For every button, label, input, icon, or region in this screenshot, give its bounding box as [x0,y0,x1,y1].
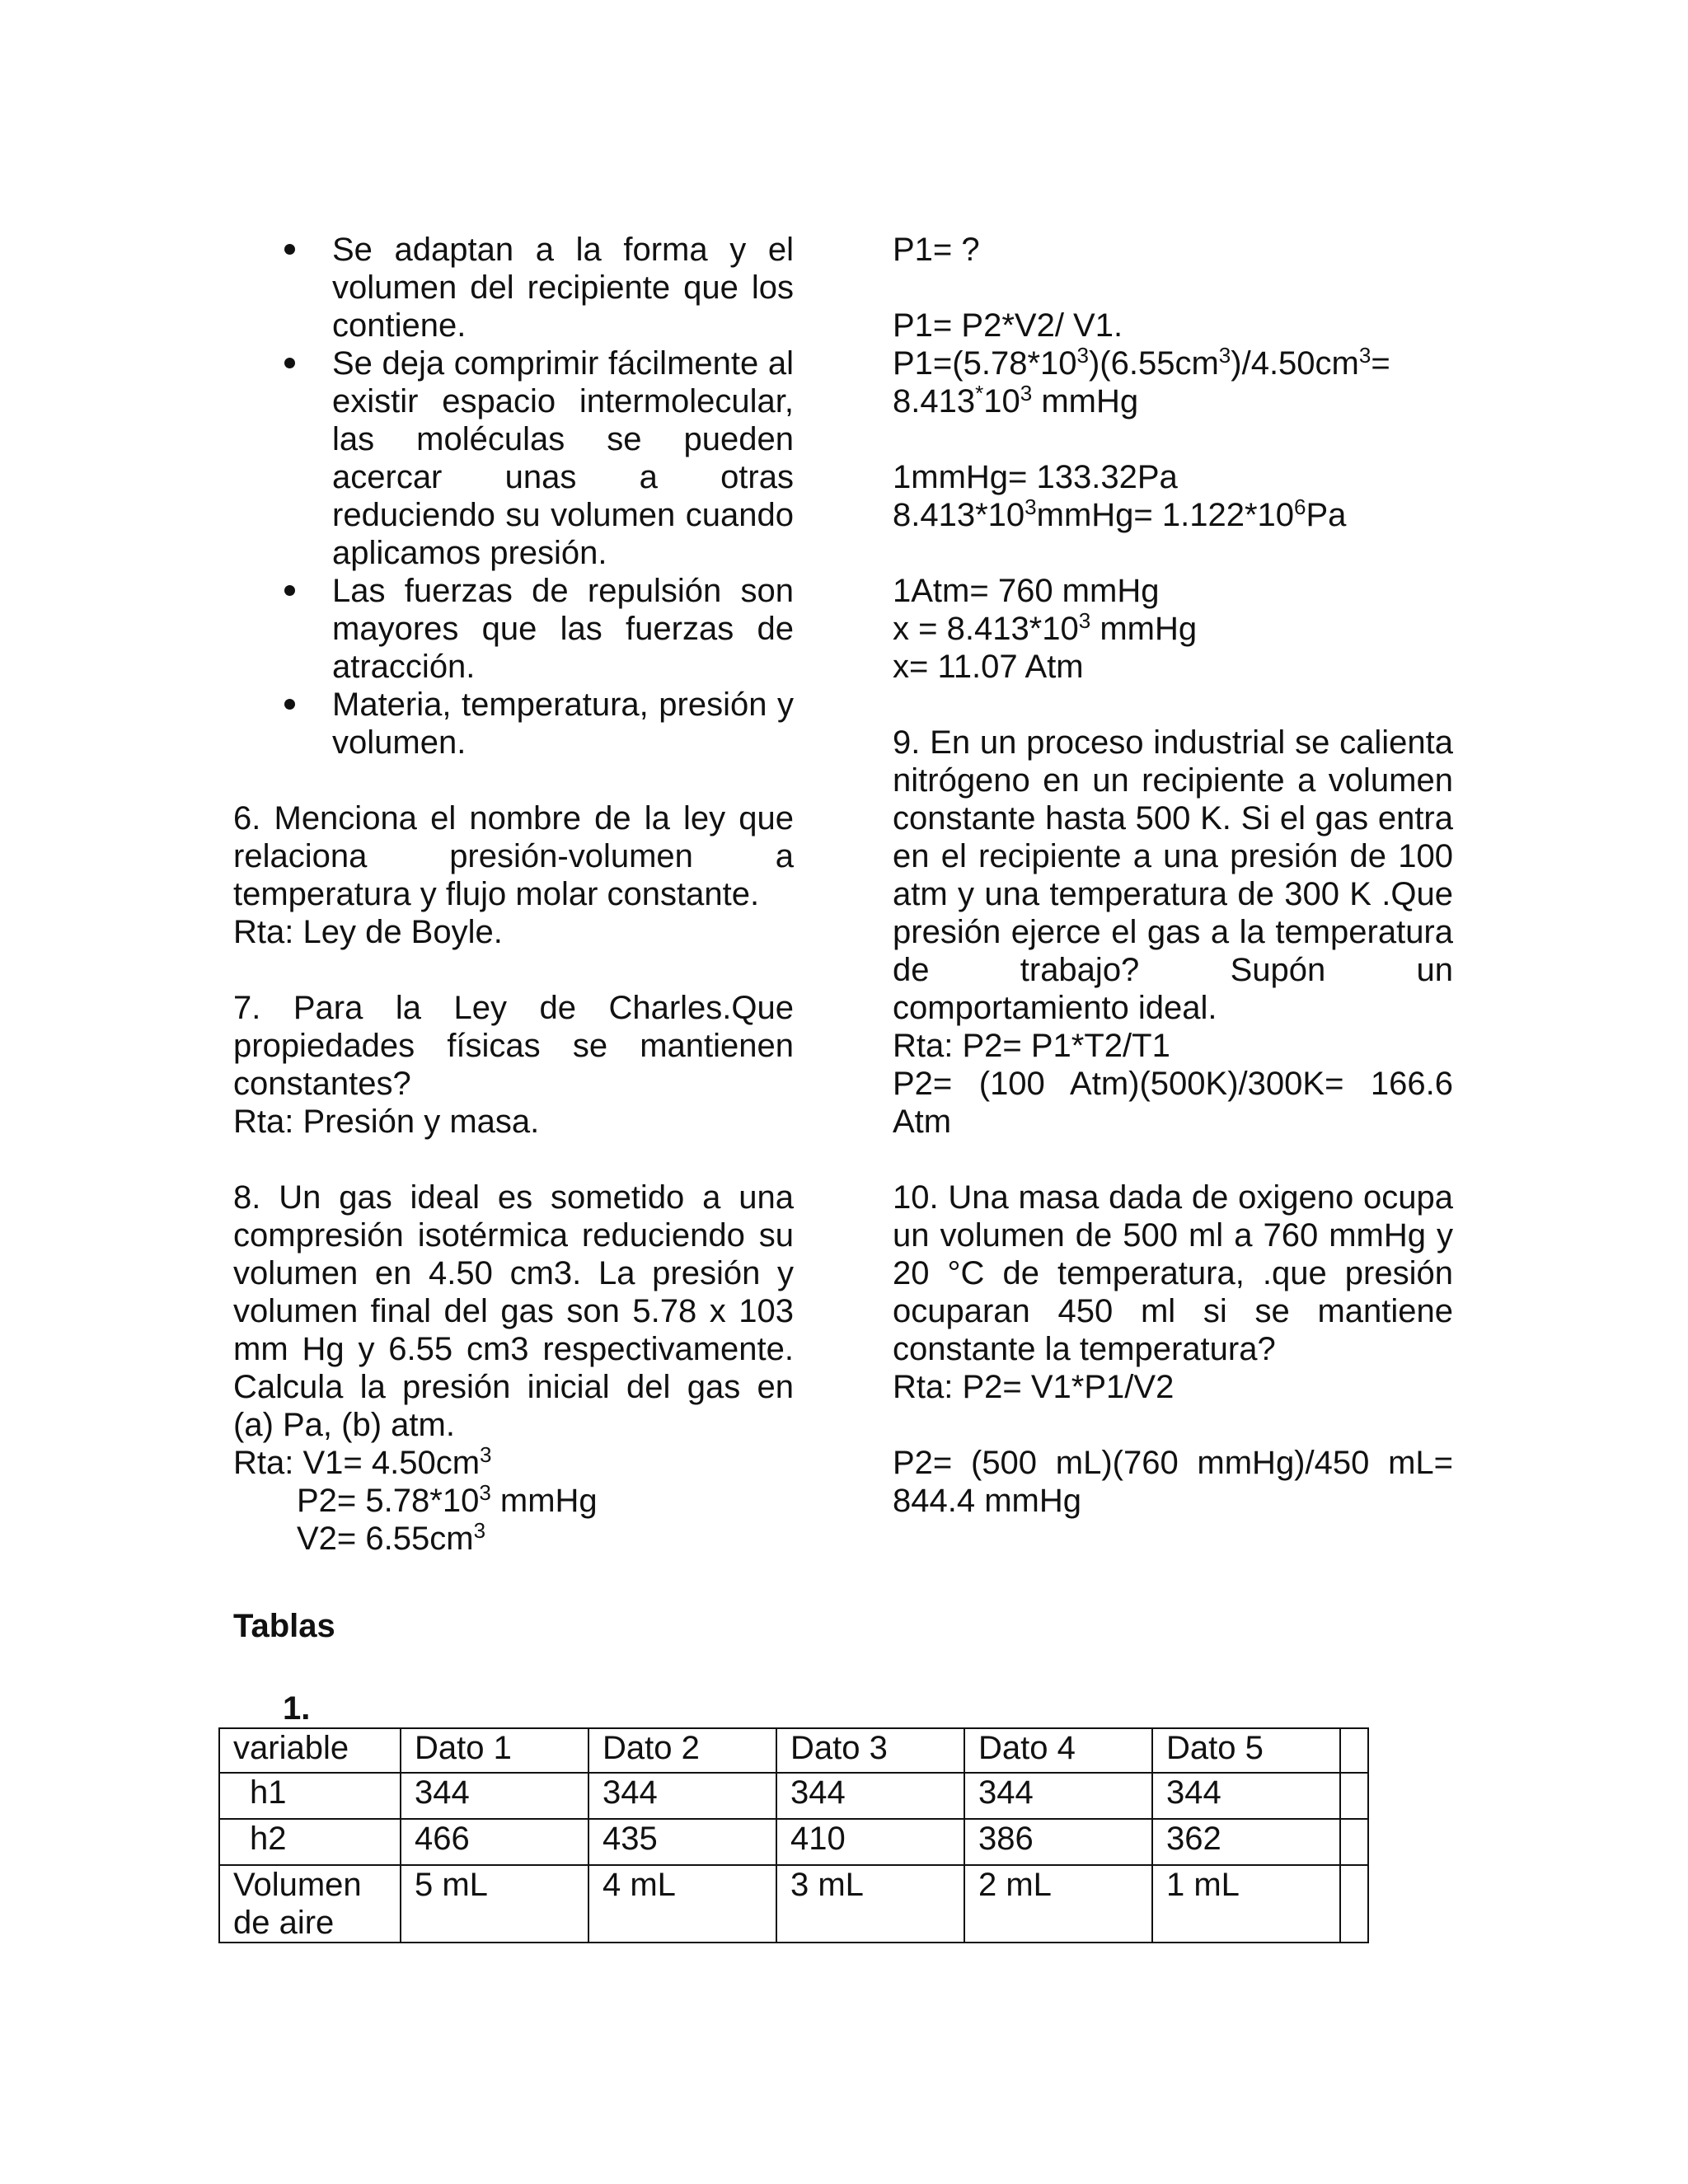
list-item: Se deja comprimir fácilmente al existir espacio intermolecular, las moléculas se pueden acercar unas a otras reduciendo su volumen cuando aplicamos presión. [233,344,794,572]
answer-7: Rta: Presión y masa. [233,1104,540,1140]
table-row [219,1773,1368,1819]
conversion-atm-factor: 1Atm= 760 mmHg [893,573,1160,609]
p1-calculation: $P1=(5.78*10^3)(6.55cm^3)/4.50cm^3=$ [893,343,1390,382]
list-item: Se adaptan a la forma y el volumen del recipiente que los contiene. [233,231,794,344]
right-column [893,231,1453,1520]
answer-8-p2: $P2= 5.78*10^3$ mmHg [297,1480,598,1519]
table-row-label: Volumen de aire [219,1865,401,1943]
table-cell: 4 mL [588,1865,776,1943]
p1-formula: P1= P2*V2/ V1. [893,307,1123,344]
answer-10-calc: P2= (500 mL)(760 mmHg)/450 mL= 844.4 mmHg [893,1445,1453,1519]
answer-10: Rta: P2= V1*P1/V2 [893,1369,1175,1405]
table-cell: 344 [401,1773,588,1819]
table-cell: 2 mL [964,1865,1152,1943]
question-9: 9. En un proceso industrial se calienta nitrógeno en un recipiente a volumen constante hasta 500 K. Si el gas entra en el recipiente a una presión de 100 atm y una temperatura de 300 K .Que presión ejerce el gas a la temperatura de trabajo? Supón un comportamiento ideal. [893,724,1453,1026]
table-cell [1340,1819,1368,1865]
question-7: 7. Para la Ley de Charles.Que propiedades físicas se mantienen constantes? [233,990,794,1102]
table-cell: 466 [401,1819,588,1865]
table-cell: 1 mL [1152,1865,1340,1943]
table-header-cell: Dato 1 [401,1728,588,1773]
tables-heading: Tablas [233,1608,335,1644]
bullet-icon [284,358,295,368]
table-cell: 344 [1152,1773,1340,1819]
question-6: 6. Menciona el nombre de la ley que relaciona presión-volumen a temperatura y flujo molar constante. [233,800,794,912]
question-8: 8. Un gas ideal es sometido a una compresión isotérmica reduciendo su volumen en 4.50 cm3. La presión y volumen final del gas son 5.78 x 103 mm Hg y 6.55 cm3 respectivamente. Calcula la presión inicial del gas en (a) Pa, (b) atm. [233,1179,794,1443]
left-column [233,231,794,1558]
table-cell: 435 [588,1819,776,1865]
list-item: Materia, temperatura, presión y volumen. [233,686,794,762]
gas-properties-list [233,231,794,762]
bullet-icon [284,244,295,255]
answer-8-v2: $V2= 6.55cm^3$ [297,1518,486,1557]
question-10: 10. Una masa dada de oxigeno ocupa un volumen de 500 ml a 760 mmHg y 20 °C de temperatura, .que presión ocuparan 450 ml si se mantiene constante la temperatura? [893,1179,1453,1367]
bullet-icon [284,585,295,596]
data-table [218,1727,1369,1943]
p1-unknown: P1= ? [893,232,980,268]
answer-8-v1: Rta: $V1= 4.50cm^3$ [233,1442,492,1481]
table-header-cell [1340,1728,1368,1773]
table-cell: 386 [964,1819,1152,1865]
table-cell: 344 [964,1773,1152,1819]
conversion-atm-setup: $x = 8.413*10^3$ mmHg [893,608,1198,647]
table-cell [1340,1865,1368,1943]
conversion-atm-result: x= 11.07 Atm [893,649,1084,685]
table-cell: 3 mL [776,1865,964,1943]
table-header-cell: Dato 4 [964,1728,1152,1773]
list-item: Las fuerzas de repulsión son mayores que las fuerzas de atracción. [233,572,794,686]
table-row-label: h1 [219,1773,401,1819]
table-header-cell: Dato 3 [776,1728,964,1773]
table-cell: 5 mL [401,1865,588,1943]
conversion-pa-factor: 1mmHg= 133.32Pa [893,459,1178,495]
table-number: 1. [283,1690,311,1727]
table-cell: 344 [776,1773,964,1819]
table-row [219,1865,1368,1943]
table-header-cell: variable [219,1728,401,1773]
conversion-pa-result: $8.413*10^3mmHg= 1.122*10^6Pa$ [893,494,1347,533]
bullet-icon [284,699,295,710]
table-header-cell: Dato 2 [588,1728,776,1773]
answer-6: Rta: Ley de Boyle. [233,914,503,950]
table-cell: 362 [1152,1819,1340,1865]
table-row-label: h2 [219,1819,401,1865]
table-cell: 344 [588,1773,776,1819]
table-cell [1340,1773,1368,1819]
table-row [219,1819,1368,1865]
answer-9: Rta: P2= P1*T2/T1 [893,1028,1170,1064]
table-header-cell: Dato 5 [1152,1728,1340,1773]
table-header-row [219,1728,1368,1773]
p1-result: $8.413^*10^3$ mmHg [893,381,1139,419]
answer-9-calc: P2= (100 Atm)(500K)/300K= 166.6 Atm [893,1066,1453,1140]
table-cell: 410 [776,1819,964,1865]
